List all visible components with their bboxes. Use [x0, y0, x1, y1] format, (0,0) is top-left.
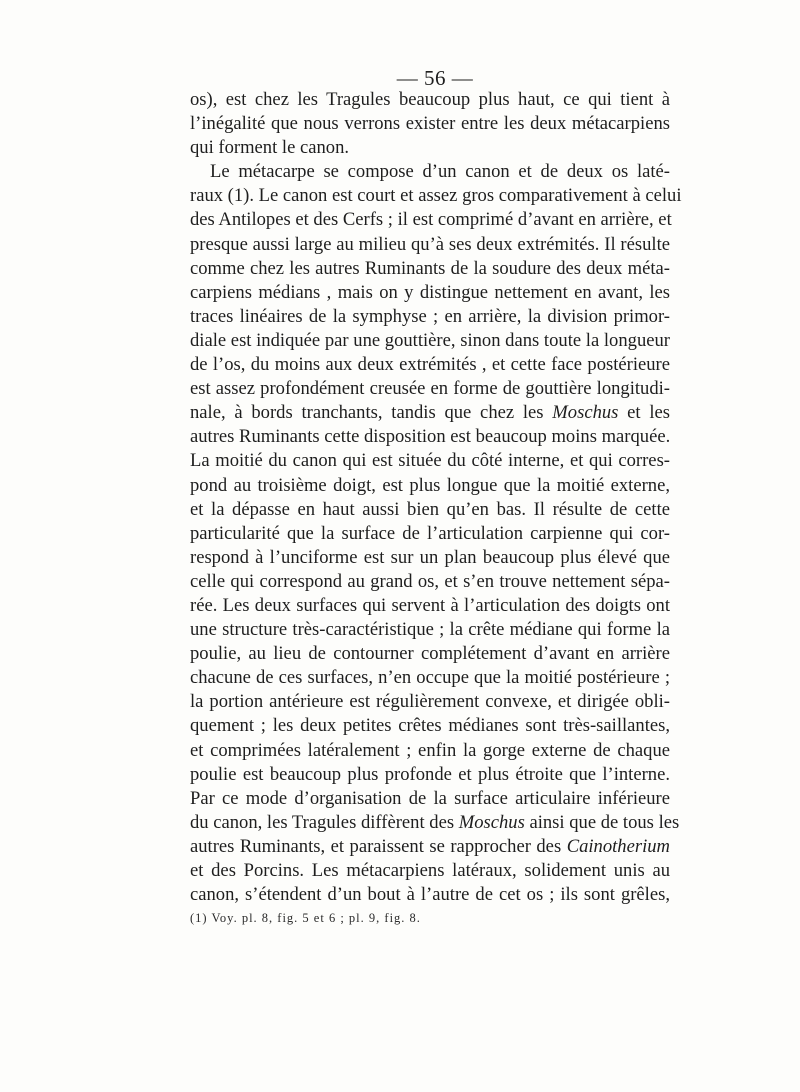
taxon-name: Moschus [552, 402, 619, 424]
text-line: l’inégalité que nous verrons exister entre les deux métacarpiens [190, 113, 670, 135]
text-line: rée. Les deux surfaces qui servent à l’articulation des doigts ont [190, 594, 670, 616]
page-number: — 56 — [396, 66, 474, 90]
text-line: qui forment le canon. [190, 137, 350, 159]
text-line [190, 835, 670, 859]
text-segment: ainsi que de tous les [524, 811, 680, 833]
text-segment: nale, à bords tranchants, tandis que chez les [190, 402, 553, 424]
text-line: des Antilopes et des Cerfs ; il est comprimé d’avant en arrière, et [190, 209, 672, 231]
text-line: la portion antérieure est régulièrement convexe, et dirigée obli- [190, 691, 670, 713]
text-line: canon, s’étendent d’un bout à l’autre de cet os ; ils sont grêles, [190, 884, 670, 906]
text-line: comme chez les autres Ruminants de la soudure des deux méta- [190, 257, 670, 279]
text-segment: autres Ruminants, et paraissent se rapprocher des [190, 835, 567, 857]
text-line: et comprimées latéralement ; enfin la gorge externe de chaque [190, 739, 670, 761]
text-line: diale est indiquée par une gouttière, sinon dans toute la longueur [190, 329, 670, 351]
text-line: Par ce mode d’organisation de la surface articulaire inférieure [190, 787, 670, 809]
text-line: autres Ruminants cette disposition est beaucoup moins marquée. [190, 426, 671, 448]
text-line: chacune de ces surfaces, n’en occupe que la moitié postérieure ; [190, 667, 670, 689]
text-line: de l’os, du moins aux deux extrémités , et cette face postérieure [190, 354, 670, 376]
text-line: poulie, au lieu de contourner complétement d’avant en arrière [190, 643, 670, 665]
text-line: presque aussi large au milieu qu’à ses deux extrémités. Il résulte [190, 233, 670, 255]
text-line [190, 401, 670, 425]
text-segment: du canon, les Tragules diffèrent des [190, 811, 459, 833]
text-line: Le métacarpe se compose d’un canon et de deux os laté- [210, 161, 670, 183]
text-line: carpiens médians , mais on y distingue nettement en avant, les [190, 281, 670, 303]
text-line: poulie est beaucoup plus profonde et plus étroite que l’interne. [190, 763, 670, 785]
taxon-name: Moschus [458, 811, 525, 833]
footnote: (1) Voy. pl. 8, fig. 5 et 6 ; pl. 9, fig. 8. [190, 911, 421, 925]
text-line: raux (1). Le canon est court et assez gros comparativement à celui [190, 185, 682, 207]
text-line: os), est chez les Tragules beaucoup plus haut, ce qui tient à [190, 89, 670, 110]
taxon-name: Cainotherium [566, 835, 670, 857]
text-line: pond au troisième doigt, est plus longue que la moitié externe, [190, 474, 670, 496]
text-line [190, 811, 680, 835]
text-line: et des Porcins. Les métacarpiens latéraux, solidement unis au [190, 860, 670, 881]
text-line: traces linéaires de la symphyse ; en arrière, la division primor- [190, 305, 670, 327]
body-text [190, 88, 682, 907]
text-line: respond à l’unciforme est sur un plan beaucoup plus élevé que [190, 546, 670, 568]
text-line: La moitié du canon qui est située du côté interne, et qui corres- [190, 450, 670, 472]
text-line: une structure très-caractéristique ; la crête médiane qui forme la [190, 619, 670, 641]
text-line: particularité que la surface de l’articulation carpienne qui cor- [190, 522, 670, 544]
text-line: celle qui correspond au grand os, et s’en trouve nettement sépa- [190, 570, 670, 592]
text-line: et la dépasse en haut aussi bien qu’en bas. Il résulte de cette [190, 498, 670, 520]
text-line: quement ; les deux petites crêtes médianes sont très-saillantes, [190, 715, 670, 737]
text-line: est assez profondément creusée en forme de gouttière longitudi- [190, 378, 670, 400]
text-segment: et les [618, 402, 670, 424]
